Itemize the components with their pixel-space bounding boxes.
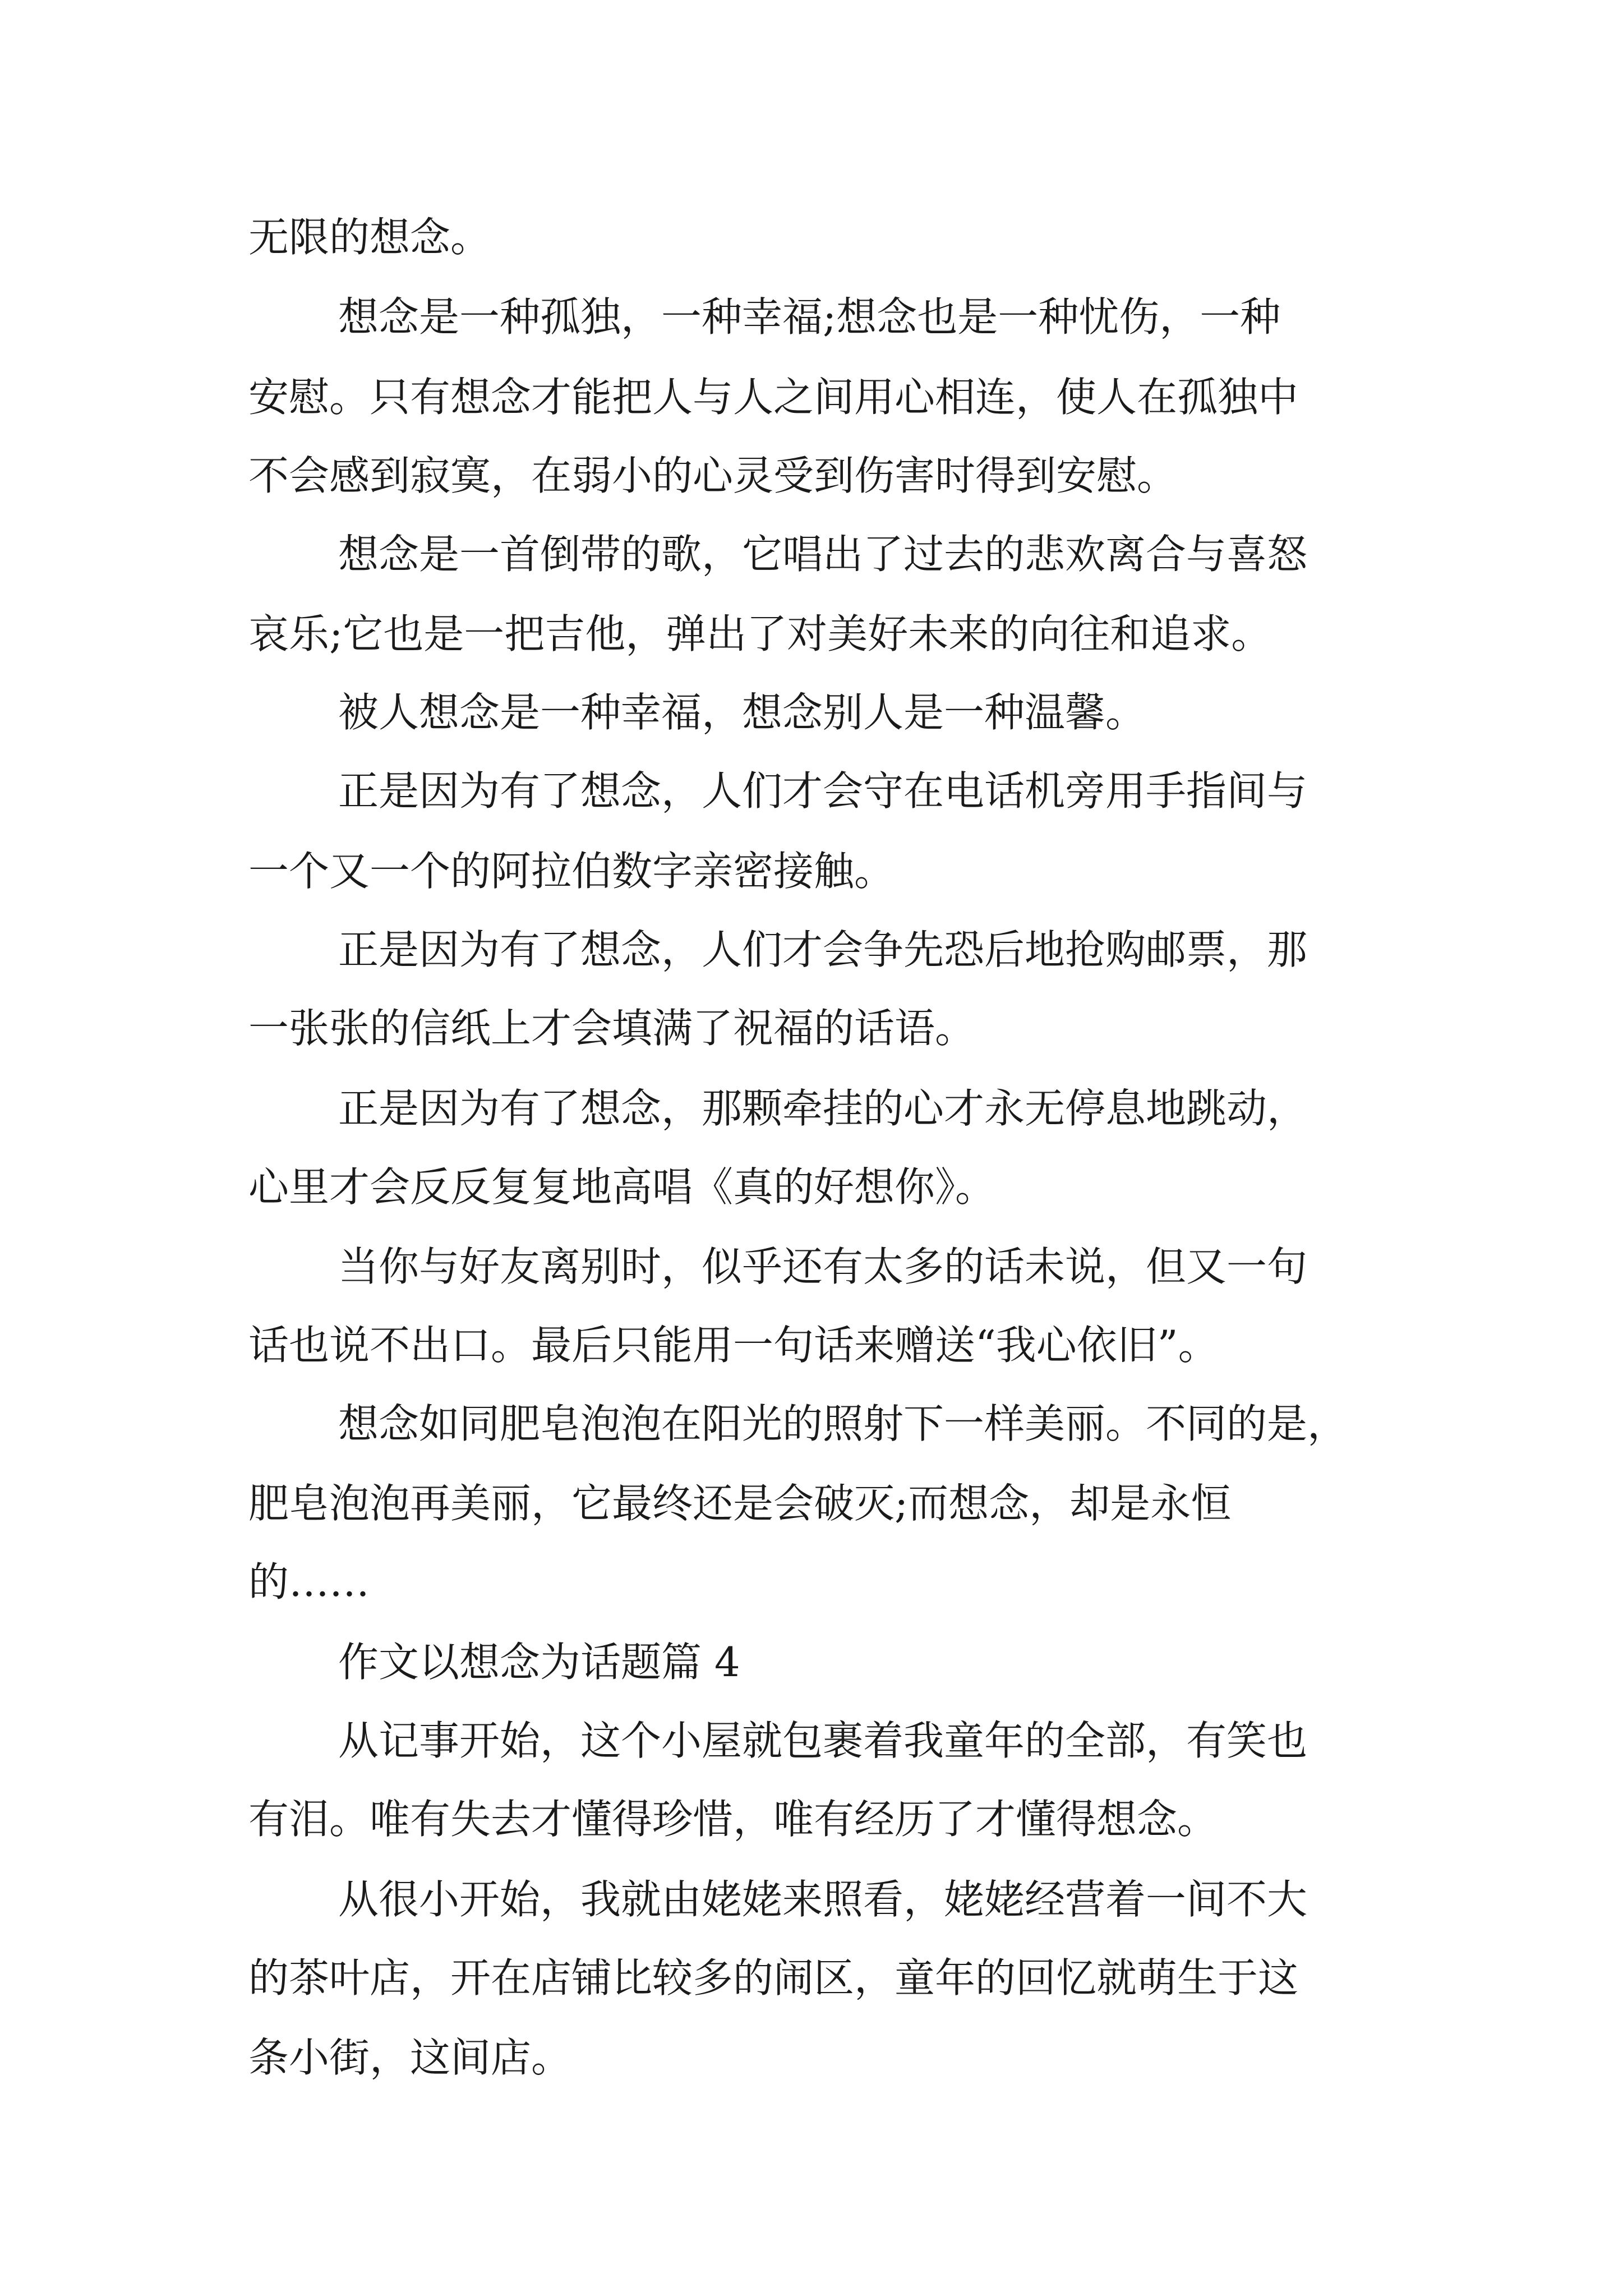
text-line: 一张张的信纸上才会填满了祝福的话语。: [248, 1005, 976, 1052]
text-line: 有泪。唯有失去才懂得珍惜，唯有经历了才懂得想念。: [248, 1796, 1218, 1843]
paragraph-line: 想念如同肥皂泡泡在阳光的照射下一样美丽。不同的是，: [338, 1400, 1348, 1447]
paragraph-line: 正是因为有了想念，人们才会守在电话机旁用手指间与: [338, 767, 1308, 815]
text-line: 无限的想念。: [248, 214, 491, 261]
paragraph-line: 被人想念是一种幸福，想念别人是一种温馨。: [338, 689, 1146, 736]
paragraph-line: 正是因为有了想念，人们才会争先恐后地抢购邮票，那: [338, 926, 1308, 973]
text-line: 肥皂泡泡再美丽，它最终还是会破灭;而想念，却是永恒: [248, 1480, 1232, 1527]
text-line: 的茶叶店，开在店铺比较多的闹区，童年的回忆就萌生于这: [248, 1954, 1299, 2001]
paragraph-line: 从记事开始，这个小屋就包裹着我童年的全部，有笑也: [338, 1717, 1308, 1764]
text-line: 不会感到寂寞，在弱小的心灵受到伤害时得到安慰。: [248, 452, 1178, 499]
paragraph-line: 想念是一首倒带的歌，它唱出了过去的悲欢离合与喜怒: [338, 531, 1308, 578]
text-line: 一个又一个的阿拉伯数字亲密接触。: [248, 848, 895, 895]
text-line: 安慰。只有想念才能把人与人之间用心相连，使人在孤独中: [248, 374, 1299, 421]
paragraph-line: 当你与好友离别时，似乎还有太多的话未说，但又一句: [338, 1243, 1308, 1290]
text-line: 哀乐;它也是一把吉他，弹出了对美好未来的向往和追求。: [248, 610, 1272, 657]
text-line: 的……: [248, 1558, 370, 1605]
text-line: 话也说不出口。最后只能用一句话来赠送“我心依旧”。: [248, 1322, 1219, 1369]
text-line: 心里才会反反复复地高唱《真的好想你》。: [248, 1163, 996, 1211]
text-line: 条小街，这间店。: [248, 2034, 572, 2081]
paragraph-line: 正是因为有了想念，那颗牵挂的心才永无停息地跳动，: [338, 1085, 1308, 1132]
section-heading: 作文以想念为话题篇 4: [338, 1639, 740, 1686]
paragraph-line: 从很小开始，我就由姥姥来照看，姥姥经营着一间不大: [338, 1876, 1308, 1923]
paragraph-line: 想念是一种孤独，一种幸福;想念也是一种忧伤，一种: [338, 293, 1281, 341]
